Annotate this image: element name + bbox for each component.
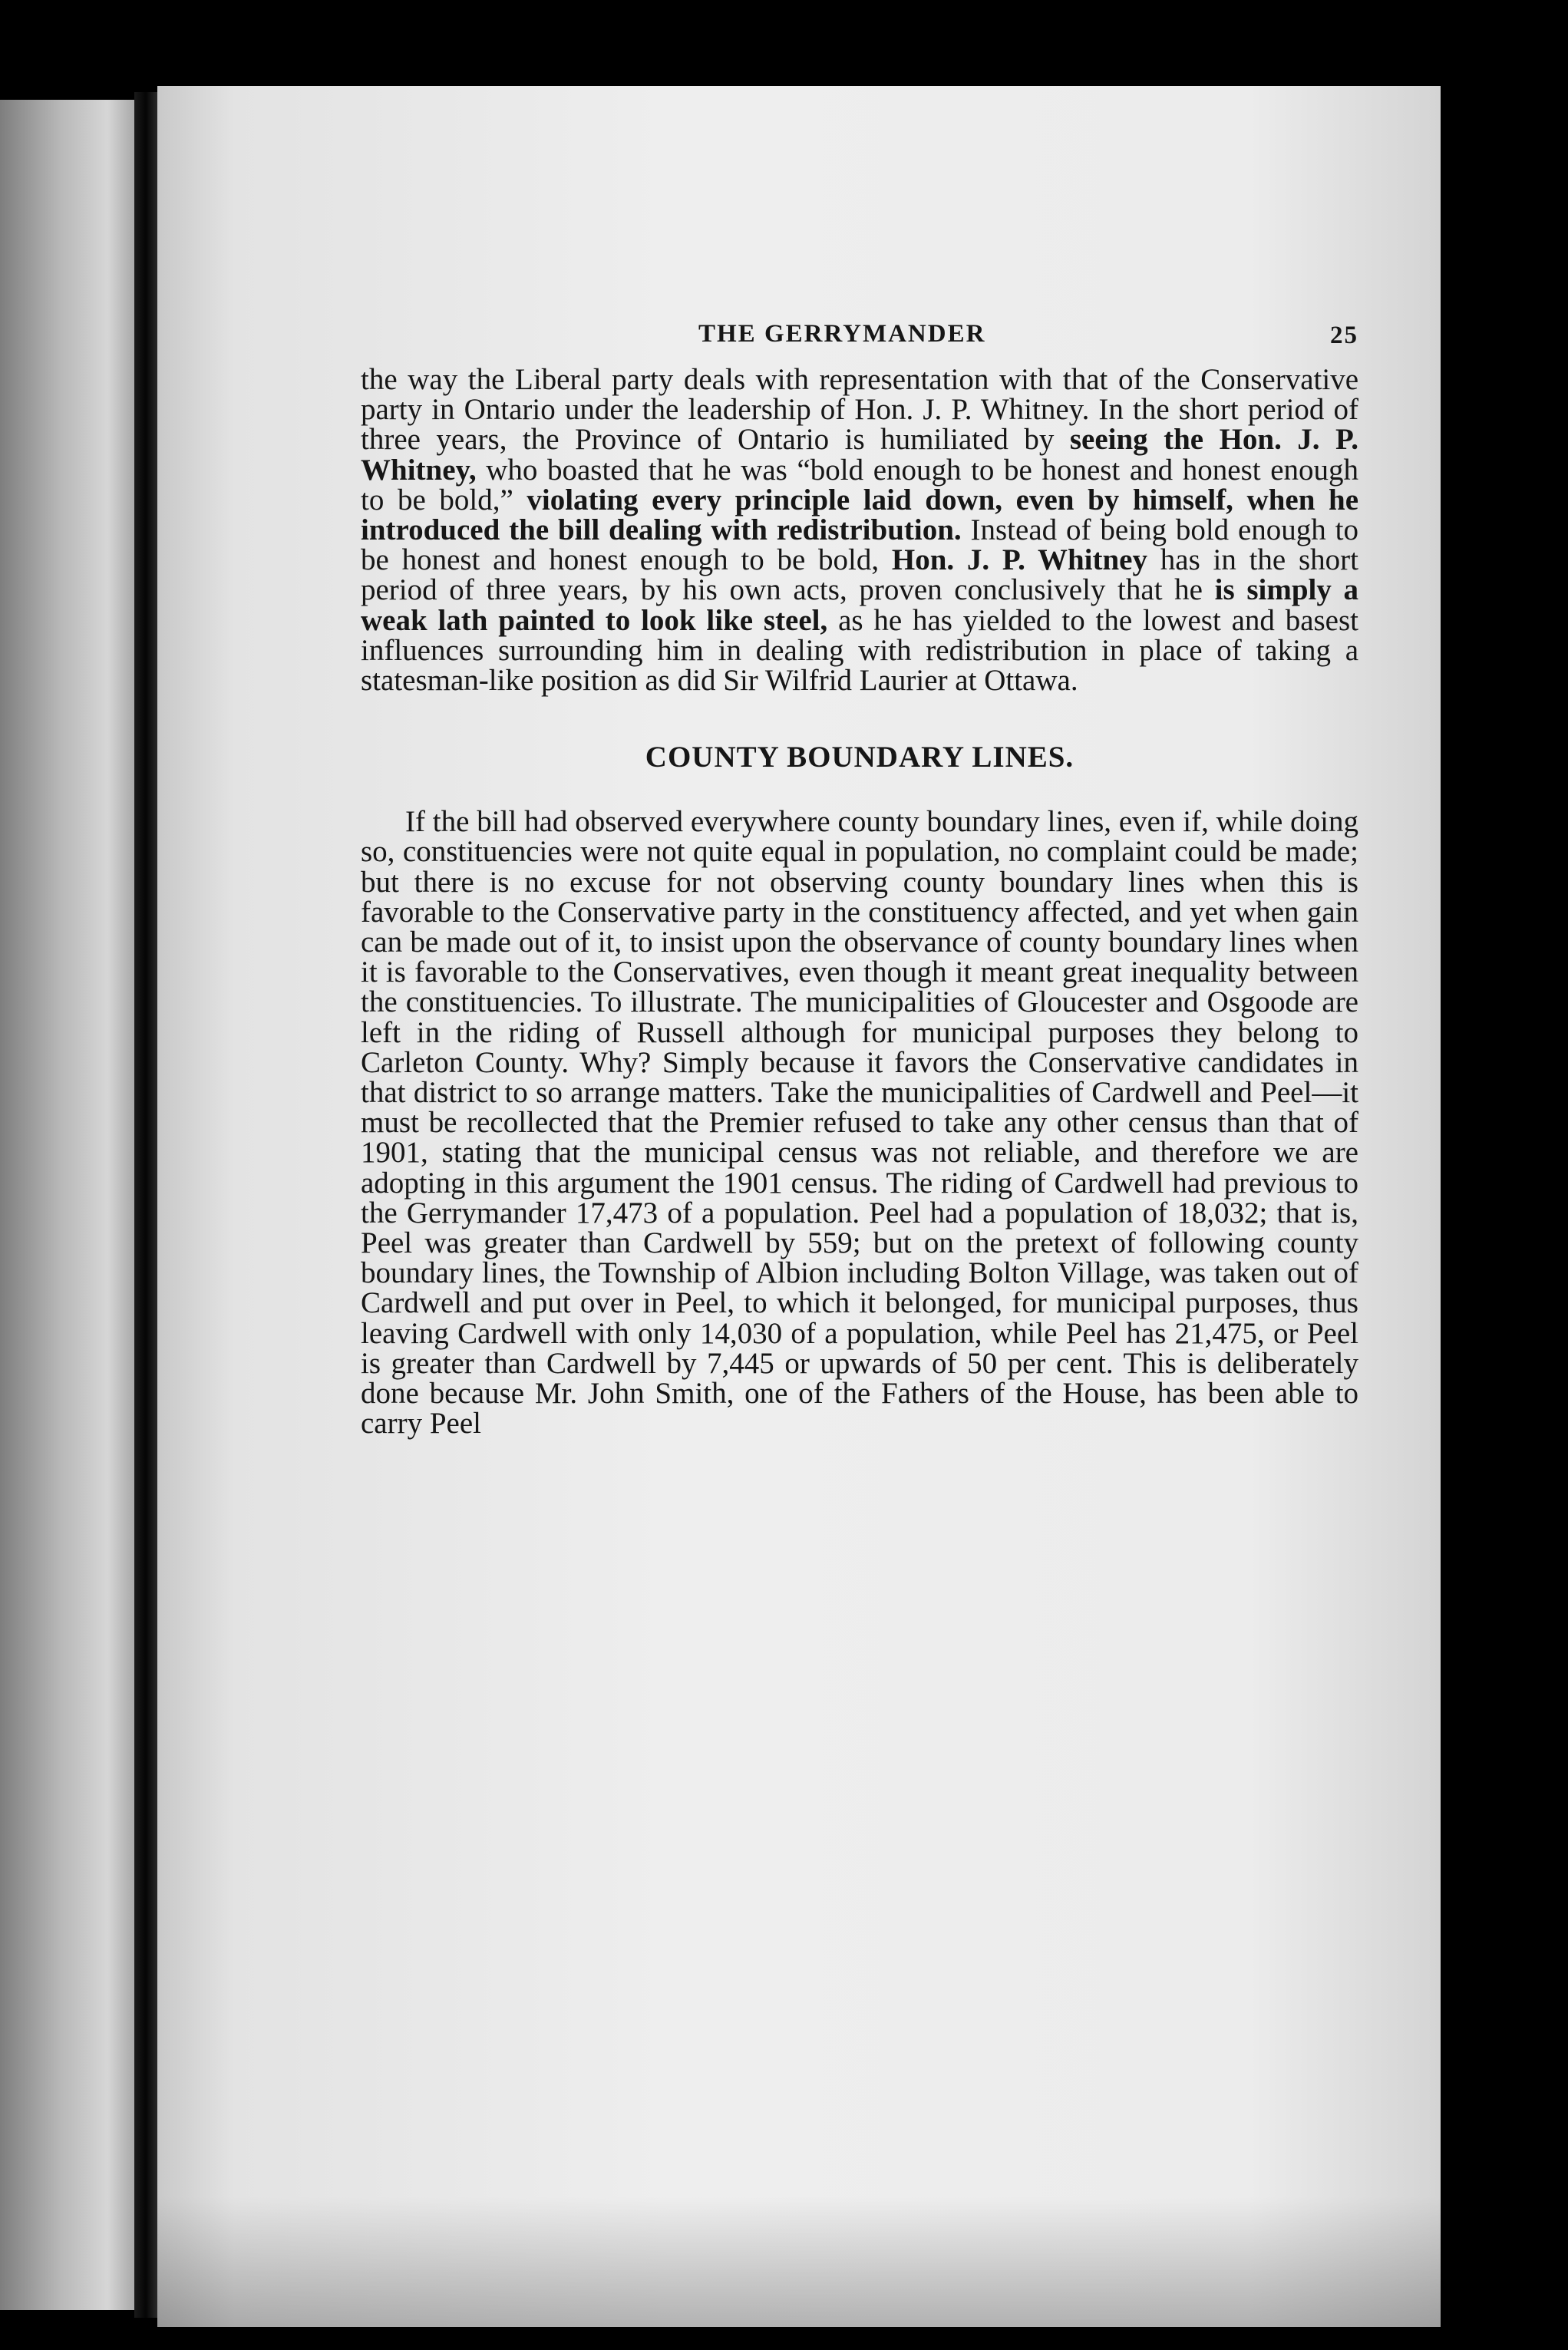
para1-text-4: has in the short period of three years, by his own acts, proven conclusively that he bbox=[361, 543, 1359, 607]
paragraph-county-boundary: If the bill had observed everywhere county boundary lines, even if, while doing so, constituencies were not quite equal in population, no complaint could be made; but there is no excuse for not observing county boundary lines when this is favorable to the Conservative party in the constituency affected, and yet when gain can be made out of it, to insist upon the observance of county boundary lines when it is favorable to the Conservatives, even though it meant great inequality between the constituencies. To illustrate. The municipalities of Gloucester and Osgoode are left in the riding of Russell although for municipal purposes they belong to Carleton County. Why? Simply because it favors the Conservative candidates in that district to so arrange matters. Take the municipalities of Cardwell and Peel—it must be recollected that the Premier refused to take any other census than that of 1901, stating that the municipal census was not reliable, and therefore we are adopting in this argument the 1901 census. The riding of Cardwell had previous to the Gerrymander 17,473 of a population. Peel had a population of 18,032; that is, Peel was greater than Cardwell by 559; but on the pretext of following county boundary lines, the Township of Albion including Bolton Village, was taken out of Cardwell and put over in Peel, to which it belonged, for municipal purposes, thus leaving Cardwell with only 14,030 of a population, while Peel has 21,475, or Peel is greater than Cardwell by 7,445 or upwards of 50 per cent. This is deliberately done because Mr. John Smith, one of the Fathers of the House, has been able to carry Peel bbox=[361, 805, 1358, 1441]
para1-text-3: Instead of being bold enough to be honest and honest enough to be bold, bbox=[361, 513, 1358, 577]
para1-bold-4: is simply a weak lath painted to look like steel, bbox=[361, 573, 1358, 637]
para1-bold-1: seeing the Hon. J. P. Whitney, bbox=[361, 423, 1359, 487]
running-head: THE GERRYMANDER bbox=[698, 320, 986, 348]
section-heading: COUNTY BOUNDARY LINES. bbox=[645, 741, 1074, 774]
para1-text-2: who boasted that he was “bold enough to be honest and honest enough to be bold,” bbox=[361, 453, 1358, 517]
left-page-edge bbox=[0, 100, 134, 2310]
page-shadow bbox=[157, 2197, 1441, 2327]
paragraph-whitney bbox=[361, 363, 1359, 698]
para1-text-1: the way the Liberal party deals with representation with that of the Conservative party in Ontario under the leadership of Hon. J. P. Whitney. In the short period of three years, the Province of Ontario is humiliated by bbox=[361, 363, 1358, 457]
book-spine bbox=[134, 92, 157, 2318]
page-number: 25 bbox=[1330, 322, 1358, 349]
para1-text-5: as he has yielded to the lowest and basest influences surrounding him in dealing with redistribution in place of taking a statesman-like position as did Sir Wilfrid Laurier at Ottawa. bbox=[361, 603, 1359, 698]
para1-bold-2: violating every principle laid down, even by himself, when he introduced the bill dealing with redistribution. bbox=[361, 483, 1358, 547]
page-text bbox=[361, 311, 1358, 1439]
page-header bbox=[361, 311, 1358, 365]
para1-bold-3: Hon. J. P. Whitney bbox=[891, 543, 1147, 577]
